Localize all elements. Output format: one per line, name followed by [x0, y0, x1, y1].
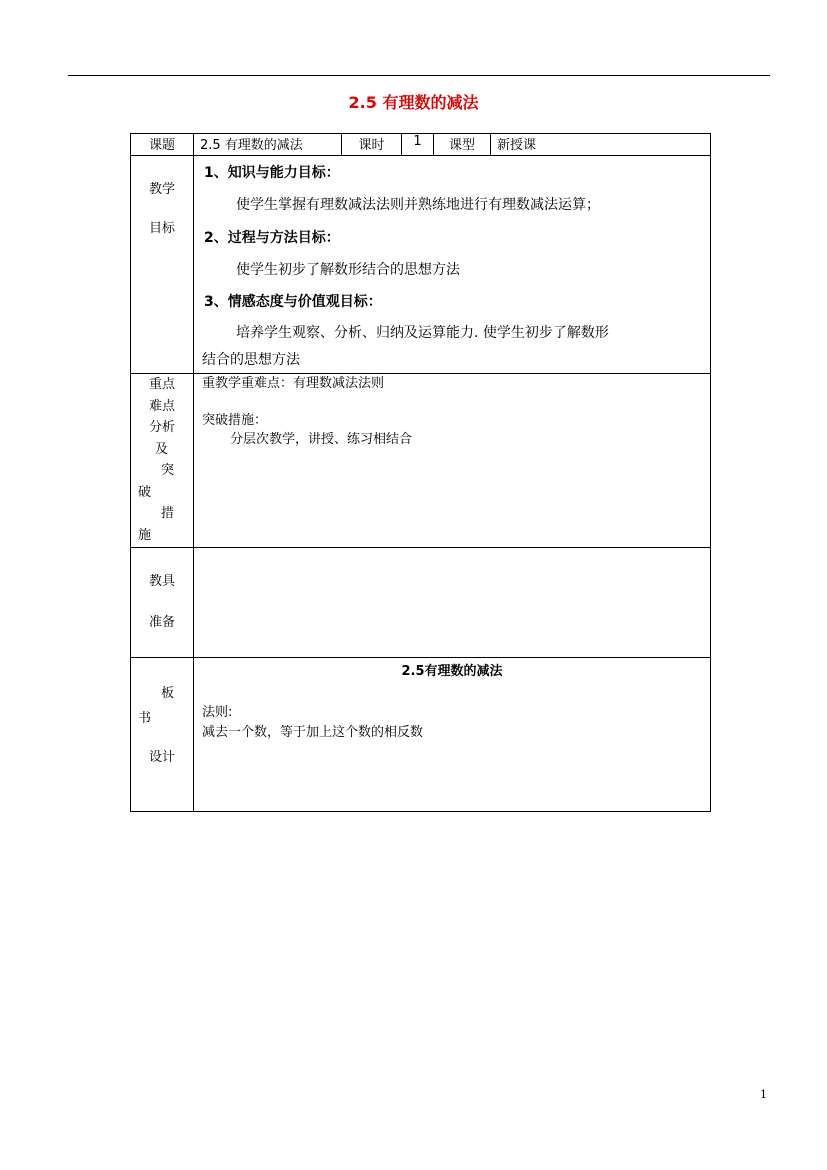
- goal-3-text-line2: 结合的思想方法: [202, 352, 300, 368]
- board-title: 2.5有理数的减法: [401, 664, 503, 679]
- type-label: 课型: [434, 134, 491, 156]
- objectives-label: 教学 目标: [131, 156, 194, 374]
- lesson-plan-table: [130, 133, 711, 812]
- goal-3-text-line1: 培养学生观察、分析、归纳及运算能力. 使学生初步了解数形: [236, 325, 609, 341]
- rule-text: 减去一个数，等于加上这个数的相反数: [202, 725, 424, 740]
- header-row: [131, 134, 711, 156]
- objectives-row: [131, 156, 711, 374]
- measures-text: 分层次教学，讲授、练习相结合: [230, 432, 413, 447]
- rule-label: 法则:: [202, 705, 233, 720]
- topic-value: 2.5 有理数的减法: [194, 134, 342, 156]
- key-points-row: [131, 374, 711, 548]
- document-title: 2.5 有理数的减法: [348, 93, 479, 112]
- goal-2-heading: 2、过程与方法目标：: [204, 230, 340, 246]
- key-points-content: [194, 374, 711, 548]
- board-label: 板 书 设计: [131, 658, 194, 812]
- hours-value: 1: [402, 134, 434, 156]
- type-value: 新授课: [491, 134, 711, 156]
- board-row: [131, 658, 711, 812]
- goal-1-heading: 1、知识与能力目标：: [204, 165, 340, 181]
- goal-3-heading: 3、情感态度与价值观目标：: [204, 294, 382, 310]
- measures-label: 突破措施：: [202, 413, 268, 428]
- board-content: [194, 658, 711, 812]
- topic-label: 课题: [131, 134, 194, 156]
- key-points-label: 重点 难点 分析 及 突 破 措 施: [131, 374, 194, 548]
- materials-row: [131, 548, 711, 658]
- page-number: 1: [760, 1088, 767, 1101]
- materials-label: 教具 准备: [131, 548, 194, 658]
- top-rule: [68, 75, 770, 76]
- materials-content: [194, 548, 711, 658]
- hours-label: 课时: [342, 134, 402, 156]
- goal-2-text: 使学生初步了解数形结合的思想方法: [236, 262, 460, 278]
- goal-1-text: 使学生掌握有理数减法法则并熟练地进行有理数减法运算；: [236, 197, 600, 213]
- key-difficulty-text: 重教学重难点：有理数减法法则: [202, 376, 385, 391]
- objectives-content: [194, 156, 711, 374]
